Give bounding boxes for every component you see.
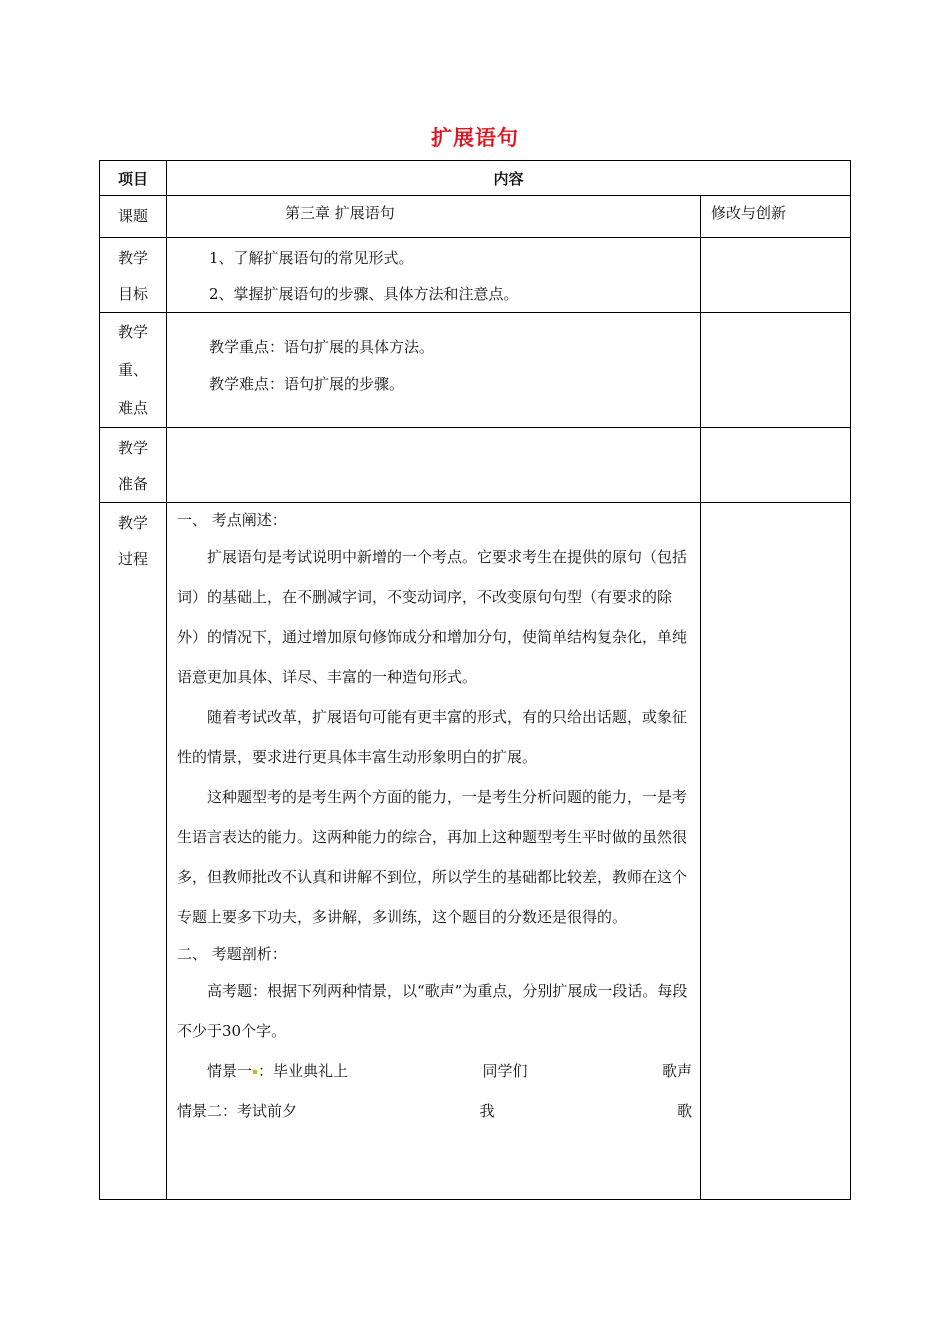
header-item: 项目 <box>100 161 167 196</box>
topic-label: 课题 <box>100 196 167 238</box>
focus-content <box>167 313 701 428</box>
prep-label-1: 教学 <box>117 439 148 457</box>
process-label-2: 过程 <box>117 550 148 568</box>
focus-label-1: 教学 <box>117 323 148 341</box>
process-label-1: 教学 <box>117 514 148 532</box>
process-content <box>167 503 701 1200</box>
topic-value: 第三章 扩展语句 <box>167 196 701 238</box>
scene-1: 情景一 ：毕业典礼上 同学们 歌声 <box>207 1062 692 1080</box>
focus-label-2: 重、 <box>117 361 148 379</box>
goals-content <box>167 238 701 313</box>
lesson-table <box>99 160 851 1200</box>
goal-item: 1、了解扩展语句的常见形式。 <box>209 249 414 267</box>
focus-label-3: 难点 <box>117 399 148 417</box>
scene-2: 情景二：考试前夕 我 歌 <box>177 1102 692 1120</box>
revision-note-header: 修改与创新 <box>700 196 850 238</box>
cursor-mark-icon <box>253 1070 257 1074</box>
section-heading-2: 二、 考题剖析： <box>177 945 287 963</box>
paragraph-4: 高考题：根据下列两种情景，以“歌声”为重点，分别扩展成一段话。每段不少于30个字。 <box>177 982 688 1040</box>
topic-row <box>100 196 851 238</box>
table-header-row <box>100 161 851 196</box>
header-content: 内容 <box>167 161 851 196</box>
process-row <box>100 503 851 1200</box>
prep-label-2: 准备 <box>117 475 148 493</box>
prep-row <box>100 428 851 503</box>
page-title: 扩展语句 <box>431 126 519 150</box>
section-heading-1: 一、 考点阐述： <box>177 511 287 529</box>
difficult-point: 教学难点：语句扩展的步骤。 <box>209 375 405 393</box>
key-point: 教学重点：语句扩展的具体方法。 <box>209 338 435 356</box>
goals-label-1: 教学 <box>117 249 148 267</box>
goals-row <box>100 238 851 313</box>
paragraph-2: 随着考试改革，扩展语句可能有更丰富的形式，有的只给出话题，或象征性的情景，要求进行更具体丰富生动形象明白的扩展。 <box>177 708 688 766</box>
paragraph-1: 扩展语句是考试说明中新增的一个考点。它要求考生在提供的原句（包括词）的基础上，在不删减字词，不变动词序，不改变原句句型（有要求的除外）的情况下，通过增加原句修饰成分和增加分句，使简单结构复杂化，单纯语意更加具体、详尽、丰富的一种造句形式。 <box>177 548 688 686</box>
focus-row <box>100 313 851 428</box>
goals-label-2: 目标 <box>117 285 148 303</box>
paragraph-3: 这种题型考的是考生两个方面的能力，一是考生分析问题的能力，一是考生语言表达的能力。这两种能力的综合，再加上这种题型考生平时做的虽然很多，但教师批改不认真和讲解不到位，所以学生的基础都比较差，教师在这个专题上要多下功夫，多讲解，多训练，这个题目的分数还是很得的。 <box>177 788 688 926</box>
goal-item: 2、掌握扩展语句的步骤、具体方法和注意点。 <box>209 285 519 303</box>
